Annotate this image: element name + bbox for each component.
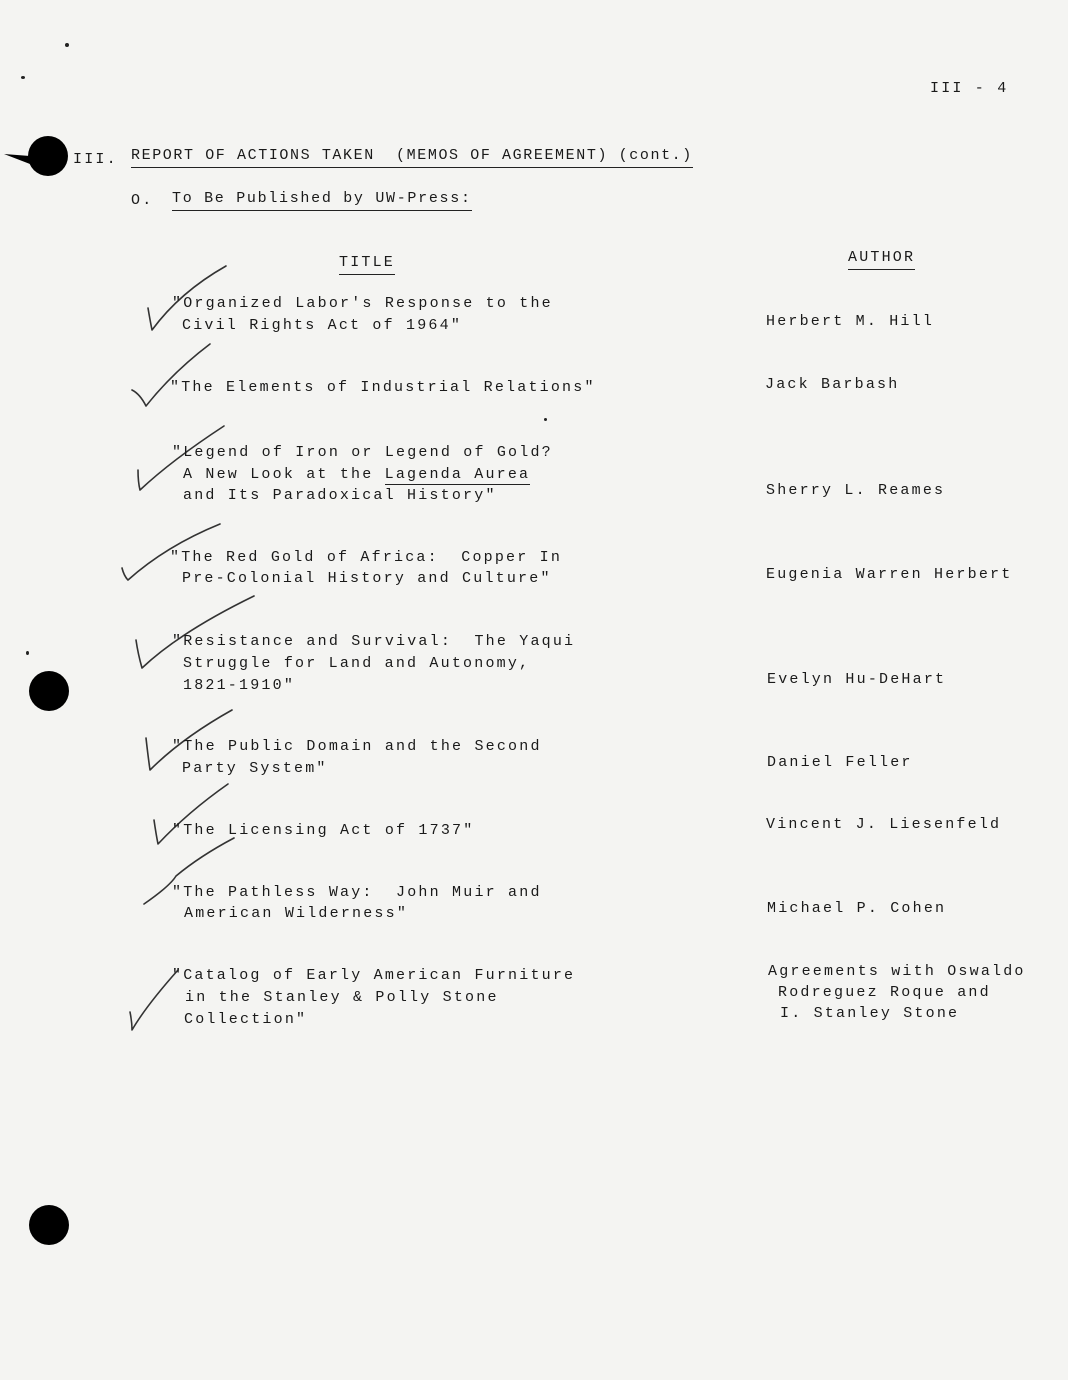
entry-author: Sherry L. Reames (766, 482, 946, 499)
entry-title-line: Civil Rights Act of 1964" (182, 317, 463, 334)
entry-author: Eugenia Warren Herbert (766, 566, 1013, 583)
entry-title-line: Collection" (184, 1011, 308, 1028)
speck (21, 76, 25, 79)
speck (65, 43, 69, 47)
entry-author: I. Stanley Stone (780, 1005, 960, 1022)
entry-title-line: "The Licensing Act of 1737" (172, 822, 475, 839)
entry-title-line: "Resistance and Survival: The Yaqui (172, 633, 576, 650)
entry-title-line: "Organized Labor's Response to the (172, 295, 553, 312)
speck (26, 651, 29, 655)
entry-title-line: in the Stanley & Polly Stone (185, 989, 499, 1006)
entry-title-line: "The Elements of Industrial Relations" (170, 379, 596, 396)
entry-title-line: "Legend of Iron or Legend of Gold? (172, 444, 553, 461)
entry-title-line: and Its Paradoxical History" (183, 487, 497, 504)
entry-title-line: 1821-1910" (183, 677, 296, 694)
title-text: A New Look at the (183, 466, 385, 483)
punch-hole-middle (29, 671, 69, 711)
entry-author: Herbert M. Hill (766, 313, 935, 330)
entry-title-line: Struggle for Land and Autonomy, (183, 655, 531, 672)
entry-author: Evelyn Hu-DeHart (767, 671, 947, 688)
torn-mark (0, 140, 40, 180)
subsection-letter: O. (131, 192, 154, 209)
entry-author: Michael P. Cohen (767, 900, 947, 917)
entry-author: Rodreguez Roque and (778, 984, 991, 1001)
punch-hole-bottom (29, 1205, 69, 1245)
entry-title-line: "Catalog of Early American Furniture (172, 967, 576, 984)
entry-author: Jack Barbash (765, 376, 900, 393)
page-number: III - 4 (930, 80, 1009, 97)
entry-title-line: American Wilderness" (184, 905, 409, 922)
entry-title-line: "The Public Domain and the Second (172, 738, 542, 755)
entry-author: Daniel Feller (767, 754, 913, 771)
title-column-header: TITLE (339, 252, 395, 275)
entry-title-line: "The Pathless Way: John Muir and (172, 884, 542, 901)
entry-title-line: Pre-Colonial History and Culture" (182, 570, 552, 587)
subsection-label: To Be Published by UW-Press: (172, 188, 472, 211)
speck (544, 418, 547, 421)
entry-title-line: Party System" (182, 760, 328, 777)
section-number: III. (73, 151, 118, 168)
entry-title-line (183, 464, 530, 485)
author-column-header: AUTHOR (848, 247, 915, 270)
entry-author: Agreements with Oswaldo (768, 963, 1026, 980)
section-heading: REPORT OF ACTIONS TAKEN (MEMOS OF AGREEMENT) (cont.) (131, 145, 693, 168)
italic-title-underlined: Lagenda Aurea (384, 466, 531, 483)
entry-author: Vincent J. Liesenfeld (766, 816, 1002, 833)
entry-title-line: "The Red Gold of Africa: Copper In (170, 549, 563, 566)
